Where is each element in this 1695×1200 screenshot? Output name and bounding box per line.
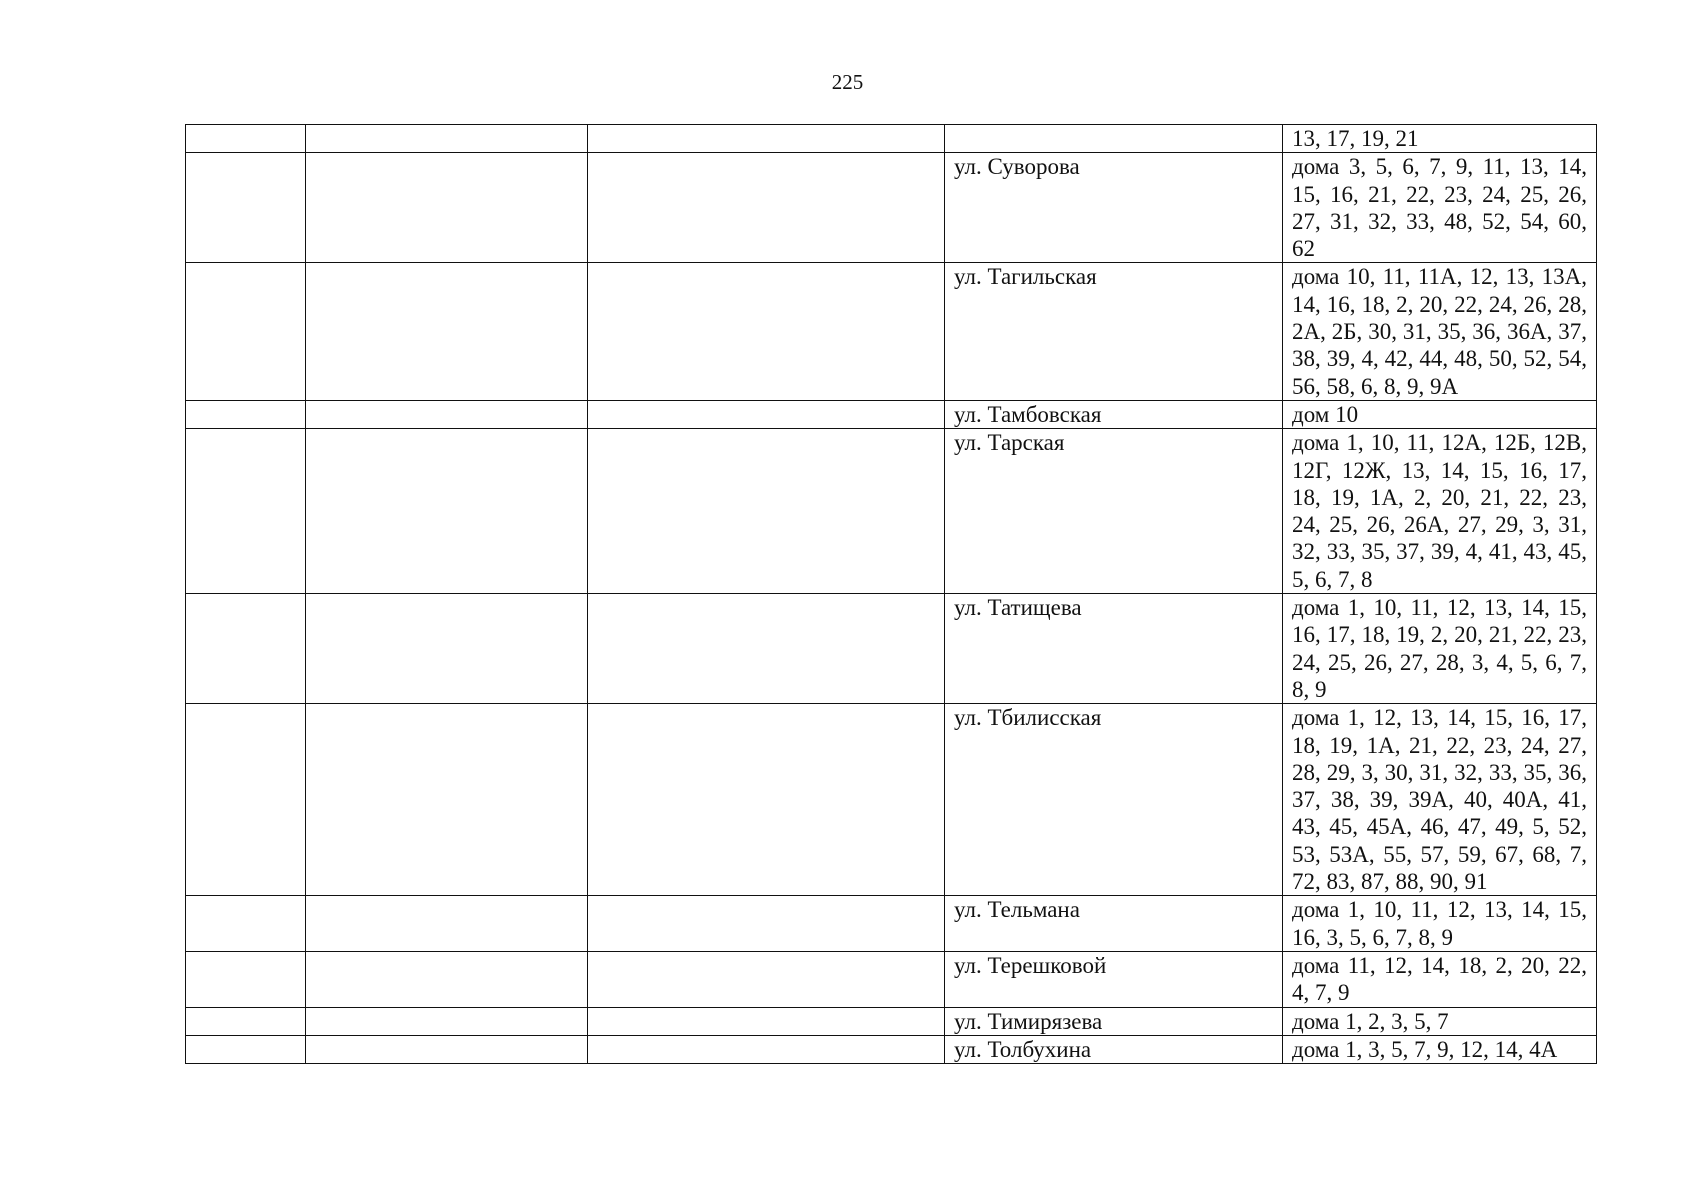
street-cell: ул. Тельмана (945, 896, 1283, 952)
table-row (186, 153, 1597, 263)
empty-cell (306, 1007, 588, 1035)
houses-cell: дома 1, 12, 13, 14, 15, 16, 17, 18, 19, 1А, 21, 22, 23, 24, 27, 28, 29, 3, 30, 31, 32, 33, 35, 36, 37, 38, 39, 39А, 40, 40А, 41, 43, 45, 45А, 46, 47, 49, 5, 52, 53, 53А, 55, 57, 59, 67, 68, 7, 72, 83, 87, 88, 90, 91 (1283, 704, 1597, 896)
empty-cell (186, 896, 306, 952)
empty-cell (186, 594, 306, 704)
table-row (186, 400, 1597, 428)
empty-cell (588, 1007, 945, 1035)
street-cell: ул. Тамбовская (945, 400, 1283, 428)
houses-cell: дома 1, 10, 11, 12А, 12Б, 12В, 12Г, 12Ж, 13, 14, 15, 16, 17, 18, 19, 1А, 2, 20, 21, 22, 23, 24, 25, 26, 26А, 27, 29, 3, 31, 32, 33, 35, 37, 39, 4, 41, 43, 45, 5, 6, 7, 8 (1283, 429, 1597, 594)
empty-cell (588, 1035, 945, 1063)
table-row (186, 594, 1597, 704)
street-cell: ул. Толбухина (945, 1035, 1283, 1063)
street-cell: ул. Тбилисская (945, 704, 1283, 896)
houses-cell: дома 1, 10, 11, 12, 13, 14, 15, 16, 17, 18, 19, 2, 20, 21, 22, 23, 24, 25, 26, 27, 28, 3, 4, 5, 6, 7, 8, 9 (1283, 594, 1597, 704)
street-cell: ул. Тарская (945, 429, 1283, 594)
table-row (186, 1035, 1597, 1063)
empty-cell (306, 153, 588, 263)
empty-cell (186, 153, 306, 263)
table-row (186, 429, 1597, 594)
empty-cell (186, 1035, 306, 1063)
street-cell: ул. Суворова (945, 153, 1283, 263)
empty-cell (588, 594, 945, 704)
empty-cell (588, 704, 945, 896)
houses-cell: дома 11, 12, 14, 18, 2, 20, 22, 4, 7, 9 (1283, 951, 1597, 1007)
table-row (186, 263, 1597, 400)
empty-cell (186, 263, 306, 400)
empty-cell (588, 400, 945, 428)
table-row (186, 704, 1597, 896)
empty-cell (186, 429, 306, 594)
empty-cell (306, 594, 588, 704)
street-cell: ул. Татищева (945, 594, 1283, 704)
empty-cell (186, 400, 306, 428)
houses-cell: дома 1, 10, 11, 12, 13, 14, 15, 16, 3, 5, 6, 7, 8, 9 (1283, 896, 1597, 952)
table-row (186, 1007, 1597, 1035)
empty-cell (186, 951, 306, 1007)
empty-cell (306, 263, 588, 400)
empty-cell (306, 1035, 588, 1063)
table-row (186, 896, 1597, 952)
houses-cell: 13, 17, 19, 21 (1283, 125, 1597, 153)
empty-cell (186, 704, 306, 896)
empty-cell (588, 153, 945, 263)
empty-cell (306, 429, 588, 594)
empty-cell (186, 125, 306, 153)
empty-cell (306, 896, 588, 952)
houses-cell: дома 3, 5, 6, 7, 9, 11, 13, 14, 15, 16, 21, 22, 23, 24, 25, 26, 27, 31, 32, 33, 48, 52, 54, 60, 62 (1283, 153, 1597, 263)
empty-cell (306, 125, 588, 153)
address-table (185, 124, 1597, 1064)
address-table-body (186, 125, 1597, 1064)
street-cell: ул. Терешковой (945, 951, 1283, 1007)
empty-cell (306, 400, 588, 428)
empty-cell (306, 951, 588, 1007)
empty-cell (588, 429, 945, 594)
empty-cell (186, 1007, 306, 1035)
table-row (186, 125, 1597, 153)
houses-cell: дома 1, 2, 3, 5, 7 (1283, 1007, 1597, 1035)
empty-cell (588, 125, 945, 153)
table-row (186, 951, 1597, 1007)
page-number: 225 (831, 70, 864, 94)
houses-cell: дом 10 (1283, 400, 1597, 428)
empty-cell (588, 263, 945, 400)
street-cell: ул. Тагильская (945, 263, 1283, 400)
houses-cell: дома 10, 11, 11А, 12, 13, 13А, 14, 16, 18, 2, 20, 22, 24, 26, 28, 2А, 2Б, 30, 31, 35, 36, 36А, 37, 38, 39, 4, 42, 44, 48, 50, 52, 54, 56, 58, 6, 8, 9, 9А (1283, 263, 1597, 400)
street-cell (945, 125, 1283, 153)
houses-cell: дома 1, 3, 5, 7, 9, 12, 14, 4А (1283, 1035, 1597, 1063)
empty-cell (306, 704, 588, 896)
empty-cell (588, 896, 945, 952)
street-cell: ул. Тимирязева (945, 1007, 1283, 1035)
empty-cell (588, 951, 945, 1007)
